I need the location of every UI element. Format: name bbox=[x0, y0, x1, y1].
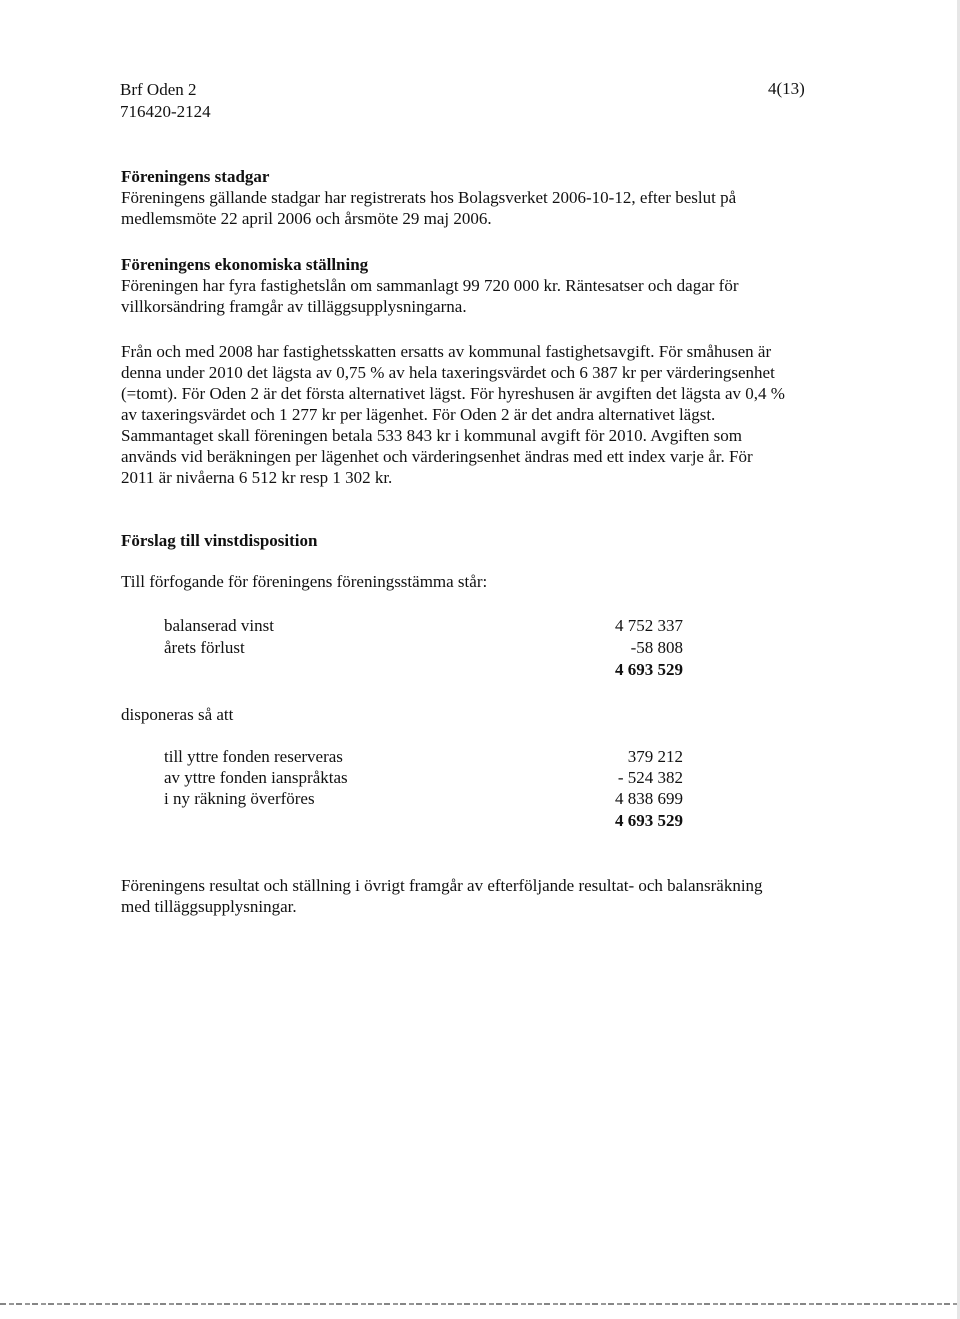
section-stadgar bbox=[121, 166, 736, 229]
paragraph-line: denna under 2010 det lägsta av 0,75 % av hela taxeringsvärdet och 6 387 kr per värderingsenhet bbox=[121, 363, 775, 382]
available-label-0: balanserad vinst bbox=[164, 616, 274, 635]
org-number: 716420-2124 bbox=[120, 102, 211, 121]
paragraph-fastighetsavgift bbox=[121, 341, 785, 488]
paragraph-line: av taxeringsvärdet och 1 277 kr per lägenhet. För Oden 2 är det andra alternativet lägst. bbox=[121, 405, 716, 424]
paragraph-line: medlemsmöte 22 april 2006 och årsmöte 29 maj 2006. bbox=[121, 209, 492, 228]
disposition-item-label-1: av yttre fonden ianspråktas bbox=[164, 768, 348, 787]
paragraph-line: Från och med 2008 har fastighetsskatten ersatts av kommunal fastighetsavgift. För småhusen är bbox=[121, 342, 772, 361]
disposition-item-label-0: till yttre fonden reserveras bbox=[164, 747, 343, 766]
section-ekonomi bbox=[121, 254, 739, 317]
paragraph-line: används vid beräkningen per lägenhet och värderingsenhet ändras med ett index varje år. För bbox=[121, 447, 753, 466]
paragraph-line: villkorsändring framgår av tilläggsupplysningarna. bbox=[121, 297, 467, 316]
available-total: 4 693 529 bbox=[615, 660, 683, 679]
disposition-item-value-2: 4 838 699 bbox=[615, 789, 683, 808]
section-heading-vinstdisposition: Förslag till vinstdisposition bbox=[121, 531, 318, 550]
paragraph-closing bbox=[121, 875, 763, 917]
page-number: 4(13) bbox=[768, 79, 805, 98]
available-label-1: årets förlust bbox=[164, 638, 245, 657]
paragraph-line: (=tomt). För Oden 2 är det första alternativet lägst. För hyreshusen är avgiften det lägsta av 0,4 % bbox=[121, 384, 785, 403]
paragraph-line: Föreningen har fyra fastighetslån om sammanlagt 99 720 000 kr. Räntesatser och dagar för bbox=[121, 276, 739, 295]
paragraph-line: Sammantaget skall föreningen betala 533 843 kr i kommunal avgift för 2010. Avgiften som bbox=[121, 426, 742, 445]
section-heading-ekonomi: Föreningens ekonomiska ställning bbox=[121, 255, 369, 274]
section-heading-stadgar: Föreningens stadgar bbox=[121, 167, 270, 186]
disposition-label: disponeras så att bbox=[121, 705, 234, 724]
disposition-item-value-1: - 524 382 bbox=[617, 768, 683, 787]
header-org-block bbox=[120, 79, 211, 123]
paragraph-line: 2011 är nivåerna 6 512 kr resp 1 302 kr. bbox=[121, 468, 393, 487]
disposition-item-value-0: 379 212 bbox=[627, 747, 683, 766]
org-name: Brf Oden 2 bbox=[120, 80, 197, 99]
paragraph-line: Föreningens resultat och ställning i övrigt framgår av efterföljande resultat- och balansräkning bbox=[121, 876, 763, 895]
scan-edge-bottom bbox=[0, 1303, 960, 1305]
paragraph-line: med tilläggsupplysningar. bbox=[121, 897, 297, 916]
disposition-item-label-2: i ny räkning överföres bbox=[164, 789, 315, 808]
vinstdisposition-intro: Till förfogande för föreningens föreningsstämma står: bbox=[121, 572, 488, 591]
available-value-0: 4 752 337 bbox=[615, 616, 683, 635]
disposition-total: 4 693 529 bbox=[615, 811, 683, 830]
available-value-1: -58 808 bbox=[630, 638, 683, 657]
paragraph-line: Föreningens gällande stadgar har registrerats hos Bolagsverket 2006-10-12, efter beslut på bbox=[121, 188, 737, 207]
